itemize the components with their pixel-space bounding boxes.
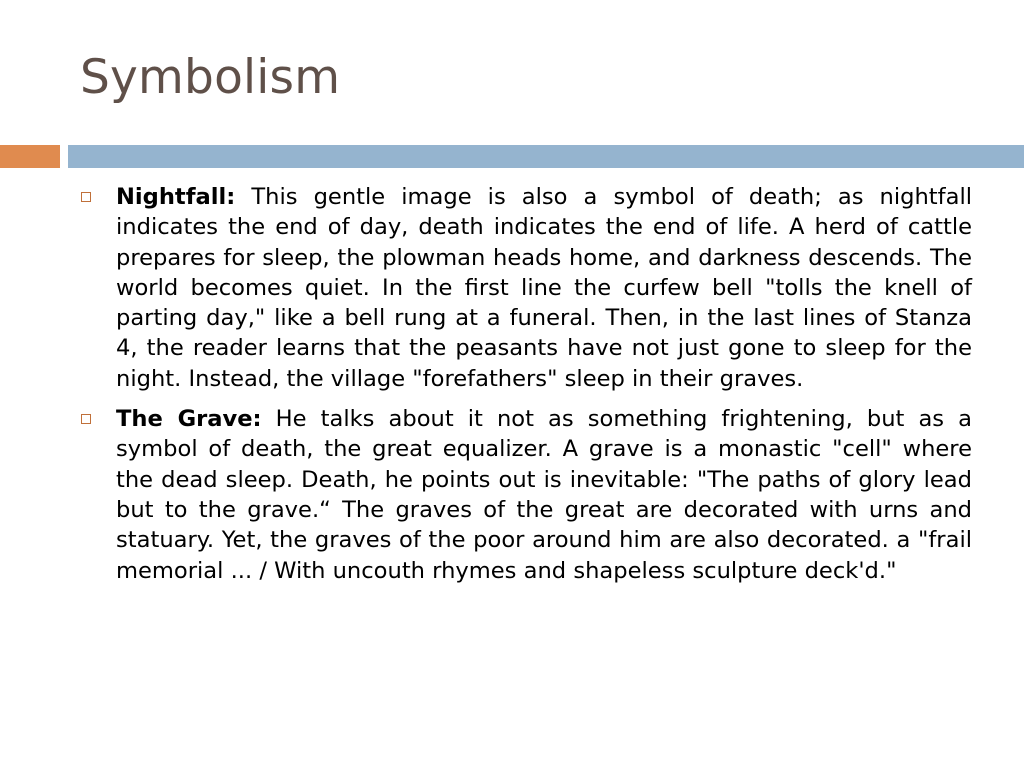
accent-bar-orange — [0, 145, 60, 168]
bullet-term: The Grave: — [116, 406, 262, 433]
hollow-square-bullet-icon — [81, 192, 91, 202]
accent-bar-blue — [68, 145, 1024, 168]
slide-title: Symbolism — [80, 50, 341, 105]
bullet-item-nightfall — [80, 182, 972, 394]
bullet-term: Nightfall: — [116, 184, 236, 210]
hollow-square-bullet-icon — [81, 414, 91, 424]
bullet-text: This gentle image is also a symbol of death; as nightfall indicates the end of day, death indicates the end of life. A herd of cattle prepares for sleep, the plowman heads home, and darkness descends. The world becomes quiet. In the first line the curfew bell "tolls the knell of parting day," like a bell rung at a funeral. Then, in the last lines of Stanza 4, the reader learns that the peasants have not just gone to sleep for the night. Instead, the village "forefathers" sleep in their graves. — [116, 184, 972, 392]
bullet-list — [80, 182, 972, 596]
bullet-item-the-grave — [80, 404, 972, 586]
bullet-text: He talks about it not as something frightening, but as a symbol of death, the great equalizer. A grave is a monastic "cell" where the dead sleep. Death, he points out is inevitable: "The paths of glory lead but to the grave.“ The graves of the great are decorated with urns and statuary. Yet, the graves of the poor around him are also decorated. a "frail memorial ... / With uncouth rhymes and shapeless sculpture deck'd." — [116, 406, 972, 584]
